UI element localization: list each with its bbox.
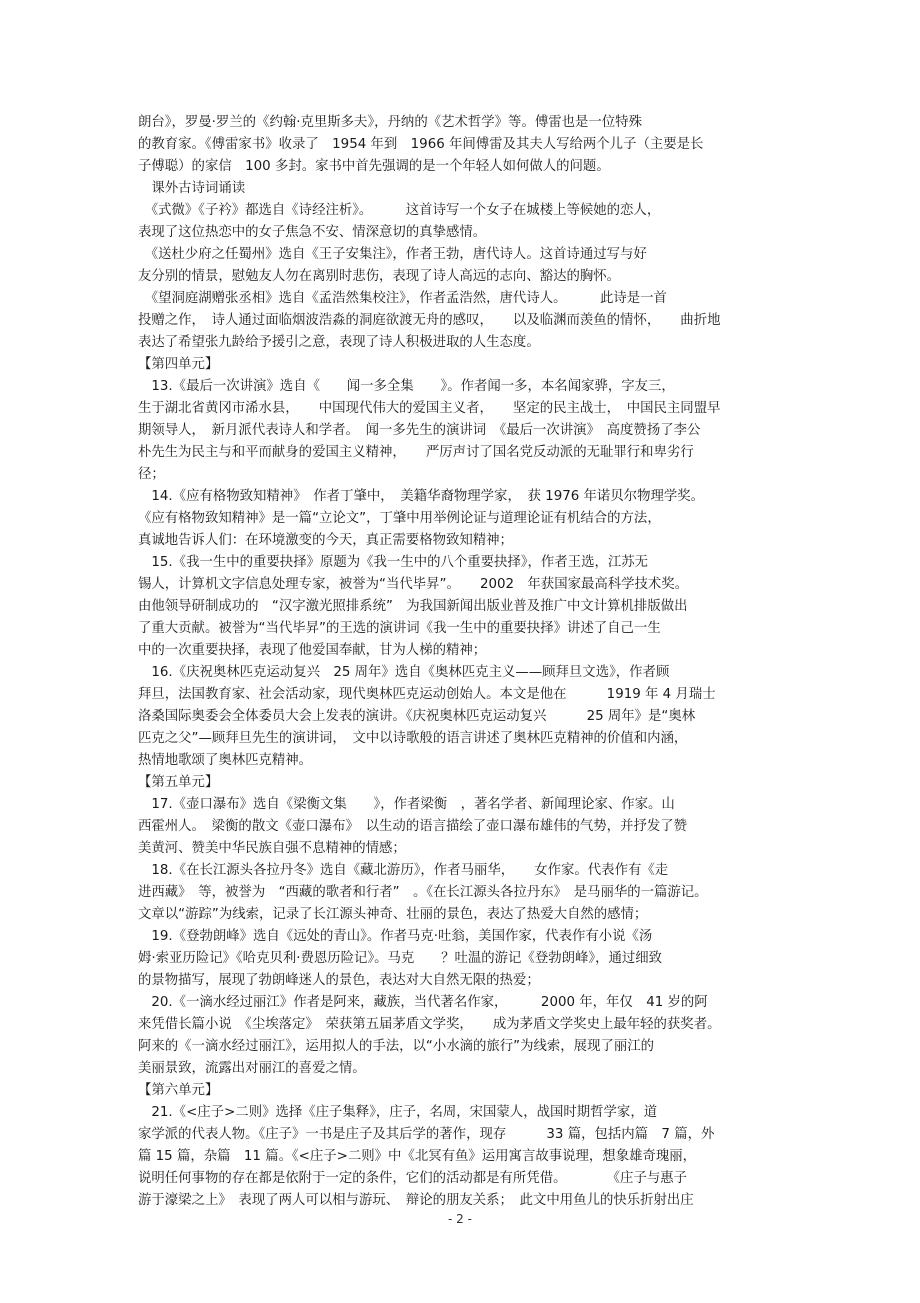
text-line: 来凭借长篇小说 《尘埃落定》 荣获第五届茅盾文学奖， 成为茅盾文学奖史上最年轻的获奖者。 — [138, 1017, 721, 1032]
text-line: 友分别的情景，慰勉友人勿在离别时悲伤，表现了诗人高远的志向、豁达的胸怀。 — [138, 269, 621, 284]
text-line: 文章以“游踪”为线索，记录了长江源头神奇、壮丽的景色，表达了热爱大自然的感情； — [138, 907, 648, 922]
text-line: 朴先生为民主与和平而献身的爱国主义精神， 严厉声讨了国名党反动派的无耻罪行和卑劣行 — [138, 445, 694, 460]
text-line: 20.《一滴水经过丽江》作者是阿来，藏族，当代著名作家， 2000 年，年仅 41 岁的阿 — [138, 995, 708, 1010]
text-line: 进西藏》 等，被誉为 “西藏的歌者和行者” 。《在长江源头各拉丹东》 是马丽华的一篇游记。 — [138, 885, 708, 900]
text-line: 14.《应有格物致知精神》 作者丁肇中， 美籍华裔物理学家， 获 1976 年诺贝尔物理学奖。 — [138, 489, 705, 504]
text-line: 径； — [138, 467, 165, 482]
text-line: 说明任何事物的存在都是依附于一定的条件，它们的活动都是有所凭借。 《庄子与惠子 — [138, 1171, 688, 1186]
text-line: 13.《最后一次讲演》选自《 闻一多全集 》。作者闻一多，本名闻家骅，字友三， — [138, 379, 675, 394]
text-line: 匹克之父”—顾拜旦先生的演讲词， 文中以诗歌般的语言讲述了奥林匹克精神的价值和内涵， — [138, 731, 688, 746]
text-line: 朗台》，罗曼·罗兰的《约翰·克里斯多夫》，丹纳的《艺术哲学》等。傅雷也是一位特殊 — [138, 115, 642, 130]
text-line: 17.《壶口瀑布》选自《梁衡文集 》，作者梁衡 ，著名学者、新闻理论家、作家。山 — [138, 797, 675, 812]
text-line: 热情地歌颂了奥林匹克精神。 — [138, 753, 313, 768]
text-line: 的景物描写，展现了勃朗峰迷人的景色，表达对大自然无限的热爱； — [138, 973, 540, 988]
section-subheading: 课外古诗词诵读 — [138, 181, 246, 196]
text-line: 拜旦，法国教育家、社会活动家，现代奥林匹克运动创始人。本文是他在 1919 年 4 月瑞士 — [138, 687, 716, 702]
text-line: 16.《庆祝奥林匹克运动复兴 25 周年》选自《奥林匹克主义——顾拜旦文选》，作者顾 — [138, 665, 670, 680]
text-line: 21.《<庄子>二则》选择《庄子集释》，庄子，名周，宋国蒙人，战国时期哲学家，道 — [138, 1105, 658, 1120]
text-line: 游于濠梁之上》 表现了两人可以相与游玩、 辩论的朋友关系； 此文中用鱼儿的快乐折射出庄 — [138, 1193, 694, 1208]
text-line: 美丽景致，流露出对丽江的喜爱之情。 — [138, 1061, 366, 1076]
text-line: 中的一次重要抉择，表现了他爱国奉献，甘为人梯的精神； — [138, 643, 487, 658]
text-line: 洛桑国际奥委会全体委员大会上发表的演讲。《庆祝奥林匹克运动复兴 25 周年》是“奥林 — [138, 709, 696, 724]
text-line: 阿来的《一滴水经过丽江》，运用拟人的手法，以“小水滴的旅行”为线索，展现了丽江的 — [138, 1039, 655, 1054]
text-line: 美黄河、赞美中华民族自强不息精神的情感； — [138, 841, 406, 856]
text-line: 由他领导研制成功的 “汉字激光照排系统” 为我国新闻出版业普及推广中文计算机排版做出 — [138, 599, 688, 614]
text-line: 姆·索亚历险记》《哈克贝利·费恩历险记》。马克 ？吐温的游记《登勃朗峰》，通过细致 — [138, 951, 663, 966]
text-line: 的教育家。《傅雷家书》收录了 1954 年到 1966 年间傅雷及其夫人写给两个儿子（主要是长 — [138, 137, 704, 152]
text-line: 了重大贡献。被誉为“当代毕昇”的王选的演讲词《我一生中的重要抉择》讲述了自己一生 — [138, 621, 661, 636]
text-line: 15.《我一生中的重要抉择》原题为《我一生中的八个重要抉择》，作者王选，江苏无 — [138, 555, 649, 570]
text-line: 西霍州人。 梁衡的散文《壶口瀑布》 以生动的语言描绘了壶口瀑布雄伟的气势，并抒发了赞 — [138, 819, 688, 834]
text-line: 18.《在长江源头各拉丹冬》选自《藏北游历》，作者马丽华， 女作家。代表作有《走 — [138, 863, 669, 878]
text-line: 表现了这位热恋中的女子焦急不安、情深意切的真挚感情。 — [138, 225, 487, 240]
text-line: 真诚地告诉人们：在环境激变的今天，真正需要格物致知精神； — [138, 533, 513, 548]
text-line: 锡人，计算机文字信息处理专家，被誉为“当代毕昇”。 2002 年获国家最高科学技术奖。 — [138, 577, 689, 592]
text-line: 《应有格物致知精神》是一篇“立论文”，丁肇中用举例论证与道理论证有机结合的方法， — [138, 511, 661, 526]
text-line: 期领导人， 新月派代表诗人和学者。 闻一多先生的演讲词 《最后一次讲演》 高度赞扬了李公 — [138, 423, 701, 438]
unit-heading: 【第六单元】 — [138, 1083, 219, 1098]
text-line: 子傅聪）的家信 100 多封。家书中首先强调的是一个年轻人如何做人的问题。 — [138, 159, 610, 174]
text-line: 投赠之作， 诗人通过面临烟波浩淼的洞庭欲渡无舟的感叹， 以及临渊而羡鱼的情怀， 曲折地 — [138, 313, 721, 328]
unit-heading: 【第四单元】 — [138, 357, 219, 372]
text-line: 表达了希望张九龄给予援引之意，表现了诗人积极进取的人生态度。 — [138, 335, 540, 350]
text-line: 生于湖北省黄冈市浠水县， 中国现代伟大的爱国主义者， 坚定的民主战士， 中国民主同盟早 — [138, 401, 721, 416]
text-line: 《望洞庭湖赠张丞相》选自《孟浩然集校注》，作者孟浩然，唐代诗人。 此诗是一首 — [138, 291, 667, 306]
text-line: 《式微》《子衿》都选自《诗经注析》。 这首诗写一个女子在城楼上等候她的恋人， — [138, 203, 661, 218]
page-number: - 2 - — [448, 1212, 472, 1226]
text-line: 篇 15 篇，杂篇 11 篇。《<庄子>二则》中《北冥有鱼》运用寓言故事说理，想象雄奇瑰丽， — [138, 1149, 697, 1164]
text-line: 《送杜少府之任蜀州》选自《王子安集注》，作者王勃，唐代诗人。这首诗通过写与好 — [138, 247, 647, 262]
unit-heading: 【第五单元】 — [138, 775, 219, 790]
text-line: 19.《登勃朗峰》选自《远处的青山》。作者马克·吐翁，美国作家，代表作有小说《汤 — [138, 929, 653, 944]
text-line: 家学派的代表人物。《庄子》一书是庄子及其后学的著作，现存 33 篇，包括内篇 7 篇，外 — [138, 1127, 715, 1142]
